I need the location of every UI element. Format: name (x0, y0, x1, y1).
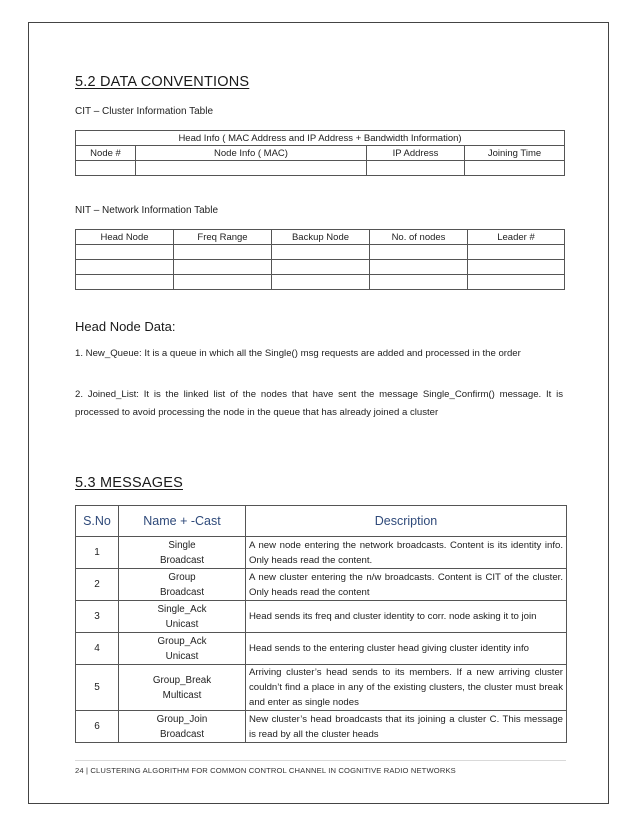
nit-empty-cell (468, 275, 565, 290)
section-title-messages: 5.3 MESSAGES (75, 475, 183, 491)
cit-empty-cell (367, 161, 465, 176)
nit-empty-cell (76, 260, 174, 275)
message-name-cell (119, 711, 246, 743)
nit-empty-cell (468, 245, 565, 260)
cit-caption: CIT – Cluster Information Table (75, 106, 214, 117)
nit-empty-cell (174, 245, 272, 260)
message-number: 3 (76, 601, 119, 633)
table-row (76, 569, 567, 601)
message-cast: Broadcast (159, 554, 205, 566)
nit-empty-cell (272, 245, 370, 260)
message-name-cell (119, 633, 246, 665)
page-footer: 24 | CLUSTERING ALGORITHM FOR COMMON CONTROL CHANNEL IN COGNITIVE RADIO NETWORKS (75, 766, 456, 775)
nit-column-header: Backup Node (272, 230, 370, 245)
messages-header-description: Description (246, 506, 567, 537)
table-row (76, 601, 567, 633)
message-name: Single (168, 539, 196, 551)
messages-table (75, 505, 567, 743)
table-row (76, 711, 567, 743)
message-name-cell (119, 537, 246, 569)
message-description: A new cluster entering the n/w broadcasts. Content is CIT of the cluster. Only heads read the content (246, 569, 567, 601)
message-name: Group_Ack (157, 635, 207, 647)
nit-empty-cell (370, 275, 468, 290)
nit-empty-cell (370, 260, 468, 275)
message-name-cell (119, 569, 246, 601)
cit-column-header: Node Info ( MAC) (136, 146, 367, 161)
nit-empty-cell (76, 245, 174, 260)
nit-caption: NIT – Network Information Table (75, 205, 219, 216)
message-description: Head sends to the entering cluster head giving cluster identity info (246, 633, 567, 665)
nit-empty-cell (468, 260, 565, 275)
message-cast: Broadcast (159, 586, 205, 598)
cit-table (75, 130, 565, 176)
cit-empty-cell (136, 161, 367, 176)
message-description: New cluster’s head broadcasts that its joining a cluster C. This message is read by all the cluster heads (246, 711, 567, 743)
message-name: Group (168, 571, 196, 583)
footer-divider (75, 760, 566, 761)
message-name: Single_Ack (157, 603, 207, 615)
message-number: 4 (76, 633, 119, 665)
paragraph-new-queue: 1. New_Queue: It is a queue in which all the Single() msg requests are added and processed in the order (75, 348, 521, 359)
nit-empty-cell (76, 275, 174, 290)
message-description: Head sends its freq and cluster identity to corr. node asking it to join (246, 601, 567, 633)
nit-column-header: Head Node (76, 230, 174, 245)
message-cast: Unicast (165, 618, 199, 630)
message-name-cell (119, 601, 246, 633)
nit-column-header: Leader # (468, 230, 565, 245)
messages-header-sno: S.No (76, 506, 119, 537)
message-cast: Multicast (162, 689, 202, 701)
message-description: A new node entering the network broadcasts. Content is its identity info. Only heads read the content. (246, 537, 567, 569)
message-name-cell (119, 665, 246, 711)
messages-header-name: Name + -Cast (119, 506, 246, 537)
message-cast: Broadcast (159, 728, 205, 740)
cit-empty-cell (76, 161, 136, 176)
cit-column-header: Joining Time (465, 146, 565, 161)
cit-column-header: Node # (76, 146, 136, 161)
message-name: Group_Join (156, 713, 208, 725)
nit-empty-cell (174, 260, 272, 275)
nit-empty-cell (174, 275, 272, 290)
nit-table (75, 229, 565, 290)
nit-column-header: No. of nodes (370, 230, 468, 245)
message-number: 2 (76, 569, 119, 601)
paragraph-joined-list: 2. Joined_List: It is the linked list of the nodes that have sent the message Single_Confirm() message. It is processed to avoid processing the node in the queue that has already joined a cluster (75, 389, 563, 418)
table-row (76, 665, 567, 711)
table-row (76, 633, 567, 665)
nit-empty-cell (272, 275, 370, 290)
cit-group-header: Head Info ( MAC Address and IP Address + Bandwidth Information) (76, 131, 565, 146)
nit-empty-cell (272, 260, 370, 275)
message-cast: Unicast (165, 650, 199, 662)
message-name: Group_Break (152, 674, 212, 686)
nit-empty-cell (370, 245, 468, 260)
nit-column-header: Freq Range (174, 230, 272, 245)
message-number: 1 (76, 537, 119, 569)
cit-empty-cell (465, 161, 565, 176)
cit-column-header: IP Address (367, 146, 465, 161)
message-description: Arriving cluster’s head sends to its members. If a new arriving cluster couldn’t find a place in any of the existing clusters, the cluster must break and enter as single nodes (246, 665, 567, 711)
section-title-data-conventions: 5.2 DATA CONVENTIONS (75, 74, 250, 90)
head-node-data-heading: Head Node Data: (75, 319, 176, 334)
message-number: 6 (76, 711, 119, 743)
table-row (76, 537, 567, 569)
message-number: 5 (76, 665, 119, 711)
